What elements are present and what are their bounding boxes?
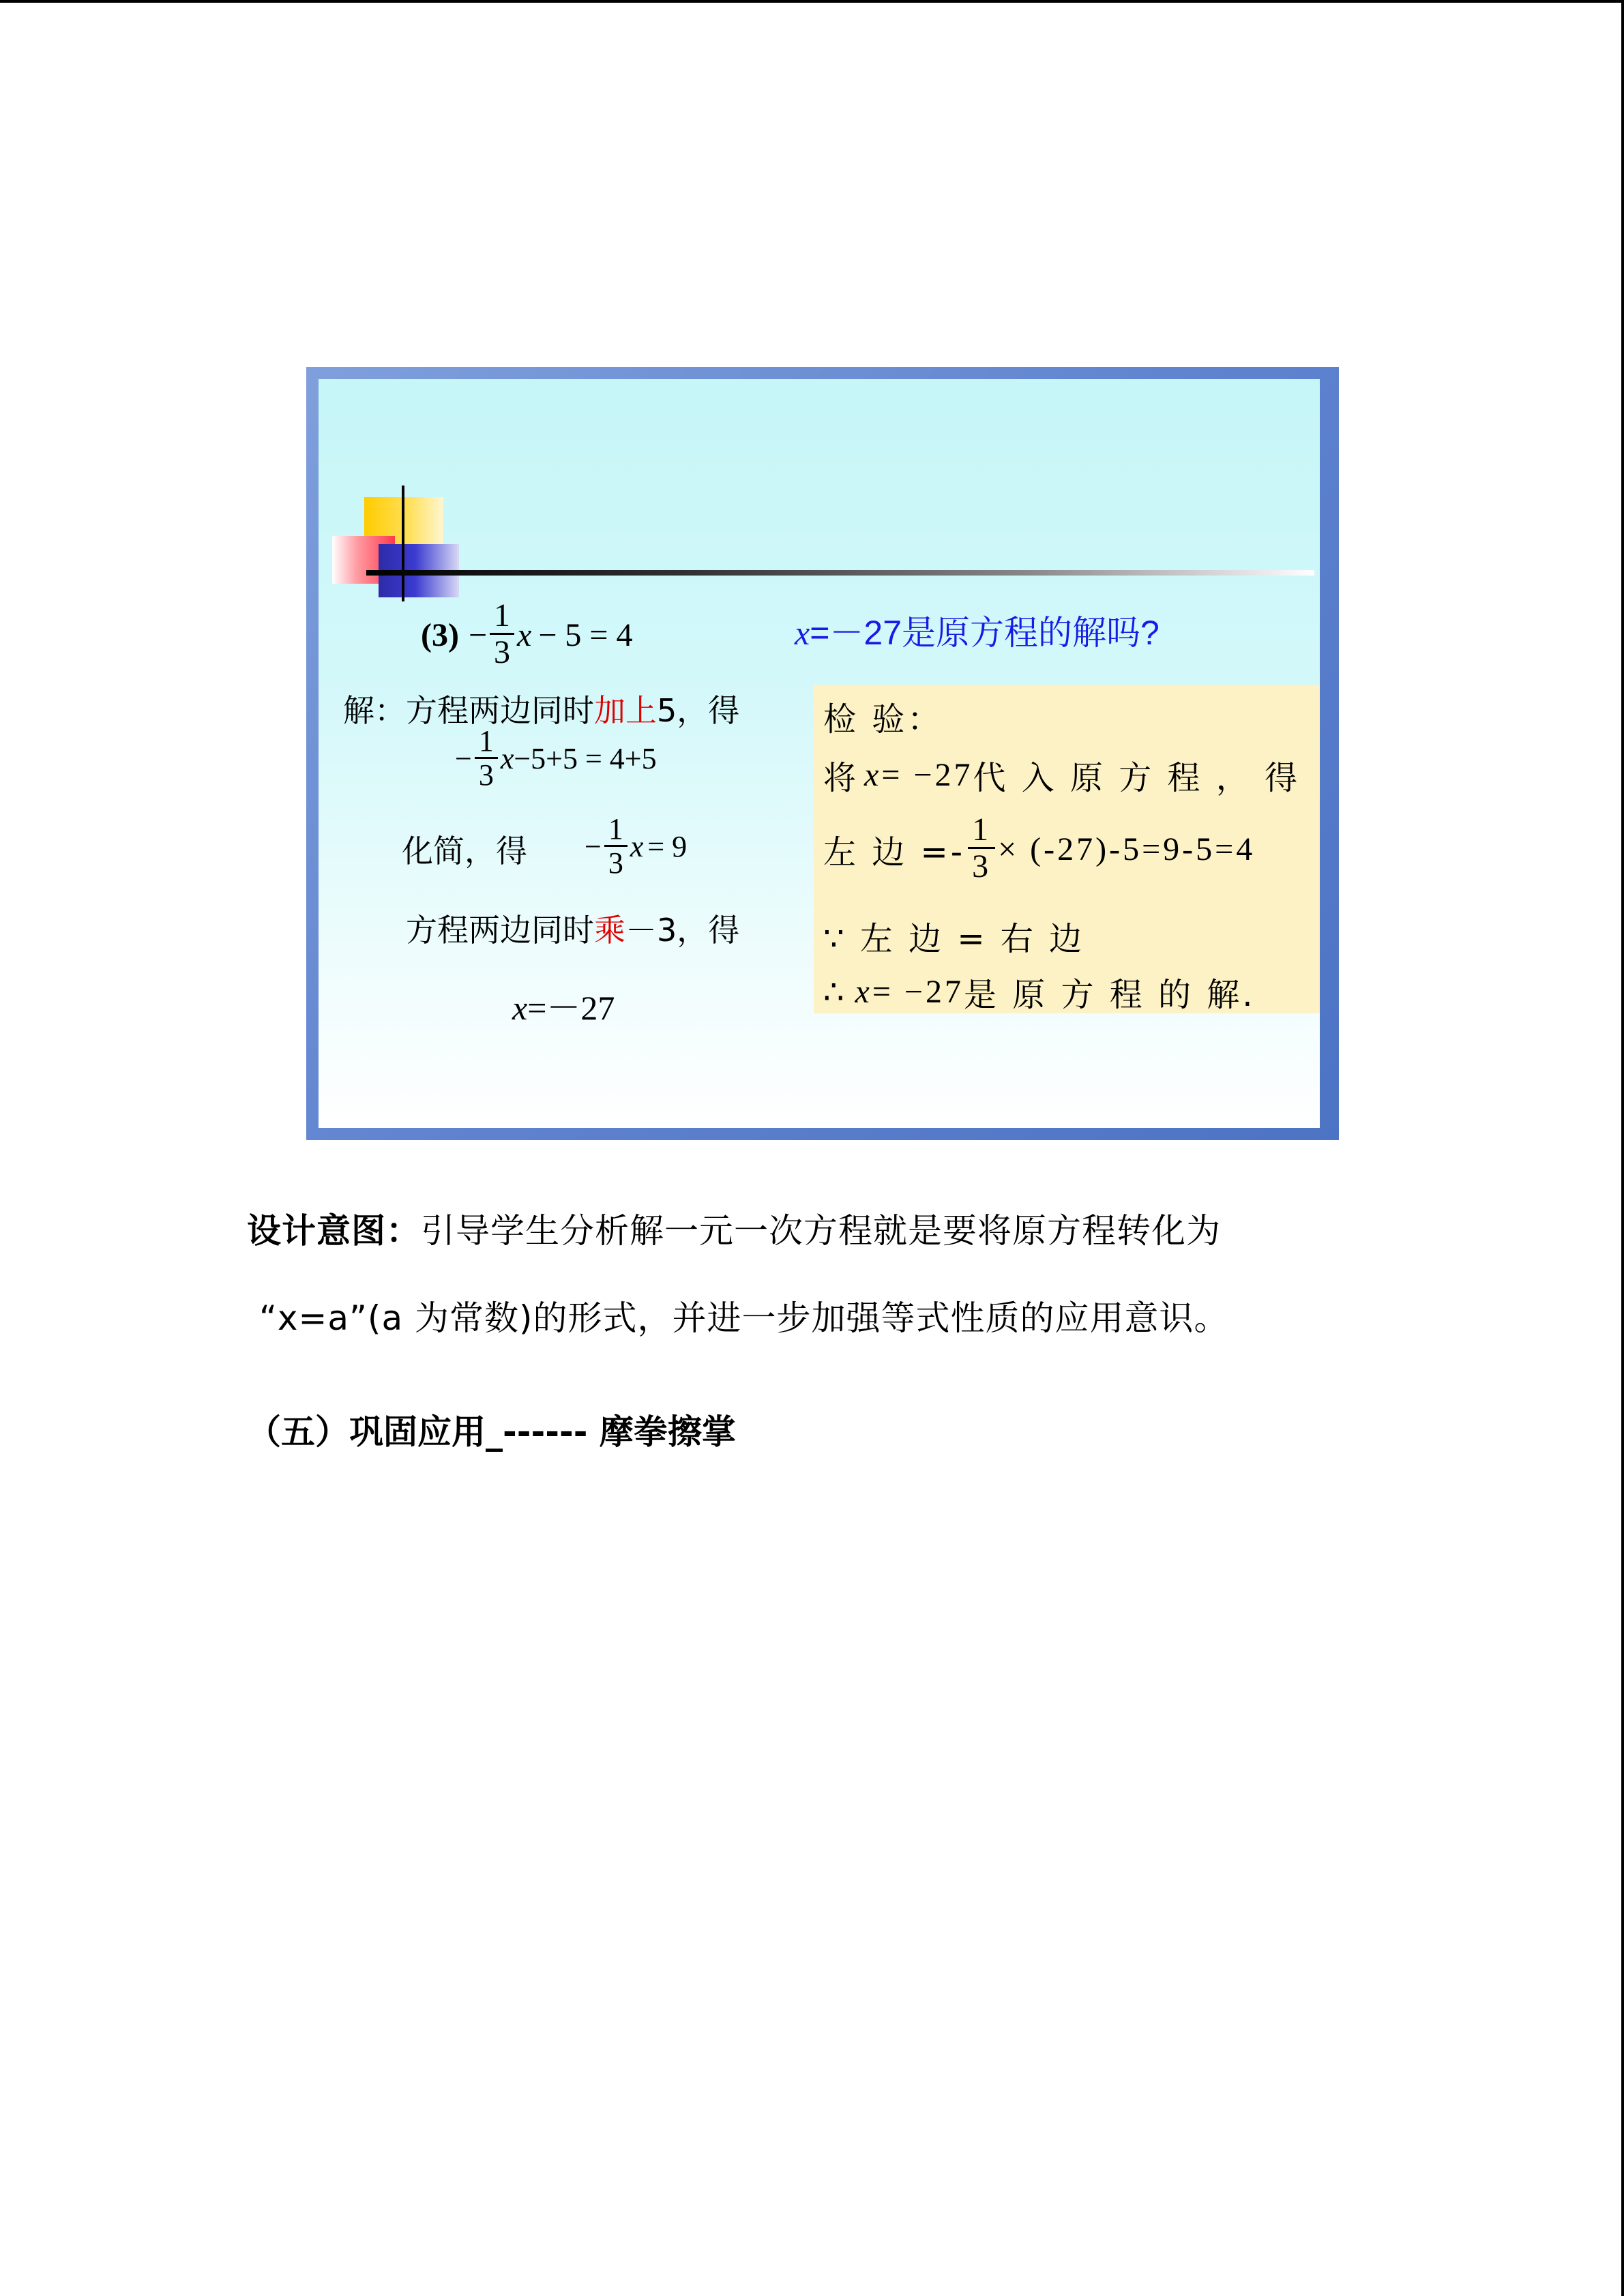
problem-rest: − 5 = 4 — [538, 616, 633, 653]
question-value: =－27 — [810, 614, 902, 652]
verification-line-because — [823, 912, 1084, 959]
eq1-fraction-num: 1 — [478, 724, 494, 758]
decor-vertical-line — [402, 486, 404, 601]
step1-emphasis: 加上 — [594, 692, 657, 729]
verify-therefore-val: = −27 — [872, 974, 964, 1010]
eq2-rest: = 9 — [647, 830, 688, 864]
verification-title-text: 检 验： — [823, 700, 943, 739]
eq2-fraction — [604, 814, 628, 880]
step3-emphasis: 乘 — [594, 912, 625, 949]
eq1-minus: − — [455, 742, 472, 776]
eq2-fraction-den: 3 — [604, 845, 628, 880]
design-intent-line-2: “x=a”(a 为常数)的形式，并进一步加强等式性质的应用意识。 — [259, 1298, 1229, 1338]
solution-equation-1 — [455, 726, 657, 792]
verify-therefore-post: 是 原 方 程 的 解. — [964, 976, 1256, 1014]
check-question — [795, 606, 1160, 655]
verification-line-left-side — [823, 813, 1255, 885]
question-text: 是原方程的解吗? — [902, 614, 1160, 652]
verify-left-fraction-den: 3 — [968, 847, 995, 885]
eq1-fraction — [475, 726, 498, 792]
eq2-var: x — [630, 830, 644, 864]
result-value: =－27 — [527, 989, 615, 1027]
problem-minus: − — [468, 616, 488, 653]
slide-content — [319, 379, 1320, 1128]
slide-image — [306, 367, 1339, 1140]
verify-sub-pre: 将 — [823, 759, 859, 797]
solution-step-1 — [343, 686, 739, 731]
solution-step-3 — [406, 906, 739, 951]
result-var: x — [512, 989, 528, 1027]
design-intent-paragraph — [247, 1204, 1221, 1253]
eq2-fraction-num: 1 — [608, 812, 623, 846]
verify-left-pre: 左 边 =- — [823, 833, 966, 871]
page-border-top — [0, 0, 1624, 3]
eq1-var: x — [500, 742, 514, 776]
design-intent-line-1: 引导学生分析解一元一次方程就是要将原方程转化为 — [421, 1211, 1221, 1251]
problem-equation — [421, 584, 633, 686]
problem-fraction-num: 1 — [494, 597, 511, 633]
step3-post: －3，得 — [625, 912, 740, 949]
step3-pre: 方程两边同时 — [406, 912, 594, 949]
step1-post: 5，得 — [657, 692, 740, 729]
eq1-rest: −5+5 = 4+5 — [514, 742, 657, 776]
section-heading-5: （五）巩固应用_------ 摩拳擦掌 — [247, 1412, 736, 1452]
eq1-fraction-den: 3 — [475, 757, 498, 792]
step1-pre: 解：方程两边同时 — [343, 692, 594, 729]
verify-because-text: ∵ 左 边 = 右 边 — [823, 920, 1085, 958]
eq2-minus: − — [585, 830, 602, 864]
page-border-right — [1621, 0, 1624, 2296]
verify-sub-val: = −27 — [881, 757, 973, 793]
decor-horizontal-line — [366, 570, 1314, 576]
verify-left-fraction — [968, 813, 995, 885]
verify-sub-post: 代 入 原 方 程 ， 得 — [973, 759, 1301, 797]
verify-sub-var: x — [864, 757, 882, 793]
question-var: x — [795, 614, 810, 652]
verification-title — [823, 693, 943, 740]
solution-equation-2 — [585, 814, 687, 880]
verification-box — [814, 685, 1320, 1013]
solution-result — [512, 981, 615, 1030]
verify-therefore-var: x — [855, 974, 872, 1010]
verification-line-substitute — [823, 751, 1300, 799]
problem-fraction-den: 3 — [490, 633, 514, 671]
problem-number: (3) — [421, 616, 459, 653]
verify-left-fraction-num: 1 — [972, 811, 992, 848]
design-intent-label: 设计意图： — [247, 1211, 421, 1251]
problem-var: x — [517, 616, 532, 653]
verification-line-therefore — [823, 968, 1256, 1015]
verify-therefore-sym: ∴ — [823, 974, 847, 1011]
solution-step-2: 化简，得 — [402, 833, 527, 869]
verify-left-post: × (-27)-5=9-5=4 — [998, 831, 1256, 867]
problem-fraction — [490, 599, 514, 671]
